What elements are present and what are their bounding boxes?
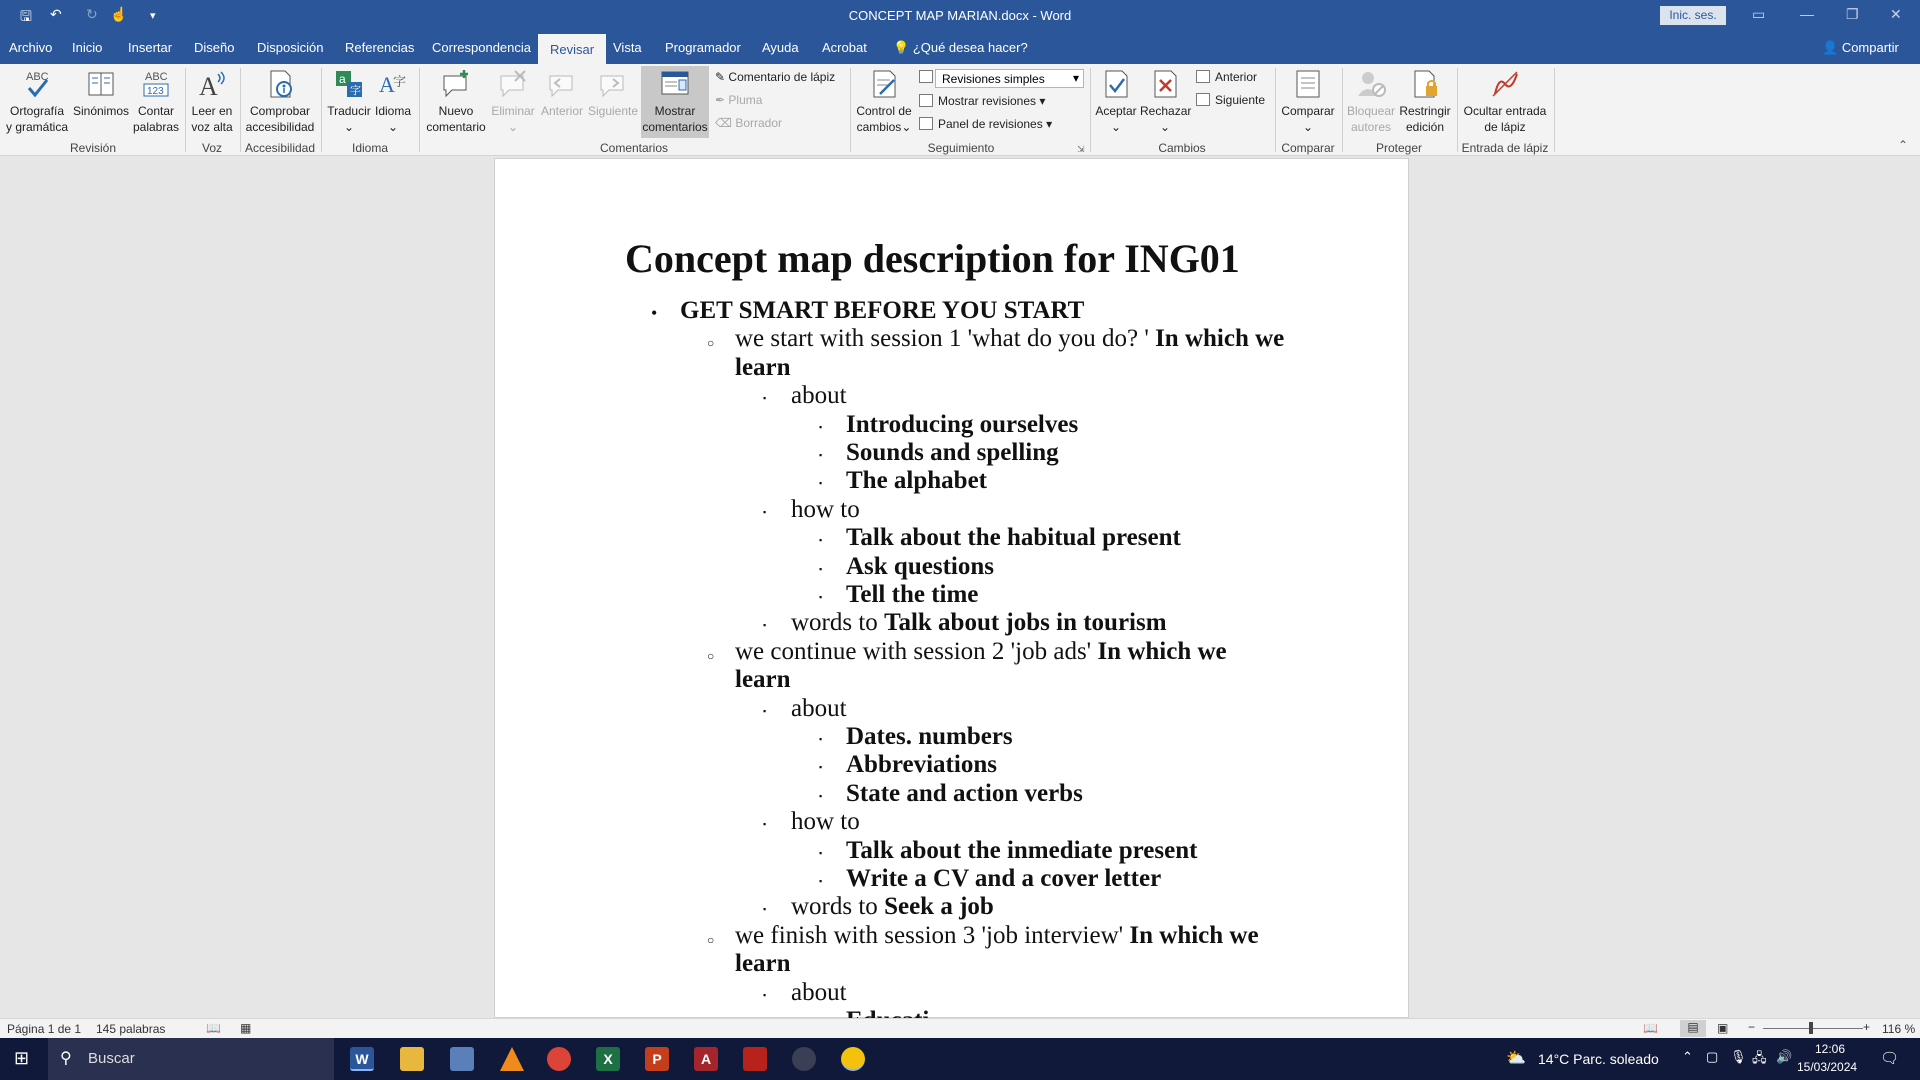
delete-dropdown-icon: ⌄ — [507, 120, 519, 134]
track-changes-button[interactable] — [854, 68, 914, 135]
bold-text: In which we — [1097, 637, 1227, 665]
language-icon — [377, 68, 409, 100]
new-comment-icon — [440, 68, 472, 100]
pencil-comment-button[interactable] — [715, 70, 835, 84]
reviewing-pane-icon — [919, 117, 933, 130]
list-item[interactable] — [846, 780, 1083, 808]
document-title: Concept map description for ING01 — [625, 236, 1240, 281]
group-separator — [1342, 68, 1343, 152]
group-separator — [1554, 68, 1555, 152]
spelling-label-2: y gramática — [5, 120, 69, 134]
track-changes-label-1: Control de — [856, 104, 912, 118]
list-item[interactable] — [791, 979, 847, 1007]
bold-text: Seek a job — [884, 893, 994, 921]
list-item[interactable] — [846, 581, 978, 609]
list-item[interactable] — [735, 354, 791, 382]
translate-icon — [333, 68, 365, 100]
list-text: about — [791, 382, 847, 410]
delete-comment-button[interactable] — [489, 68, 537, 135]
chrome-icon[interactable] — [547, 1047, 571, 1071]
new-comment-label-1: Nuevo — [438, 104, 474, 118]
group-separator — [185, 68, 186, 152]
list-item[interactable] — [735, 666, 791, 694]
bold-text: learn — [735, 666, 791, 694]
macro-recording-icon[interactable]: ▦ — [240, 1021, 252, 1035]
ribbon-display-icon[interactable]: ▭ — [1752, 6, 1766, 22]
restrict-editing-button[interactable] — [1398, 68, 1452, 135]
list-item[interactable] — [846, 865, 1161, 893]
bold-text: In which we — [1155, 325, 1285, 353]
tab-vista[interactable]: Vista — [613, 40, 642, 55]
tab-acrobat[interactable]: Acrobat — [822, 40, 867, 55]
weather-text[interactable]: 14°C Parc. soleado — [1538, 1051, 1659, 1067]
svg-text:ABC: ABC — [26, 71, 49, 83]
lightbulb-icon: 💡 — [893, 40, 910, 55]
group-label-changes: Cambios — [1158, 141, 1206, 155]
ribbon — [0, 64, 1920, 156]
tab-ayuda[interactable]: Ayuda — [762, 40, 799, 55]
list-text: how to — [791, 808, 860, 836]
bold-text: The alphabet — [846, 467, 988, 495]
reviewing-pane-label: Panel de revisiones — [938, 117, 1043, 131]
bold-text: Write a CV and a cover letter — [846, 865, 1162, 892]
check-accessibility-button[interactable] — [244, 68, 316, 135]
compare-icon — [1292, 68, 1324, 100]
list-item[interactable] — [846, 723, 1013, 751]
svg-text:字: 字 — [350, 85, 361, 97]
taskbar — [0, 1038, 1920, 1080]
minimize-icon[interactable]: — — [1800, 6, 1814, 22]
zoom-slider[interactable] — [1763, 1028, 1863, 1029]
previous-change-label: Anterior — [1215, 70, 1258, 84]
bullet-marker: ▪ — [819, 876, 823, 886]
share-button[interactable] — [1822, 40, 1899, 56]
display-for-review-value: Revisiones simples — [942, 72, 1045, 86]
reject-button[interactable] — [1140, 68, 1190, 135]
group-separator — [321, 68, 322, 152]
accept-button[interactable] — [1094, 68, 1138, 135]
reject-label: Rechazar — [1140, 104, 1192, 118]
group-separator — [1090, 68, 1091, 152]
clock-time[interactable]: 12:06 — [1814, 1042, 1846, 1056]
bold-text: Talk about the habitual present — [846, 524, 1181, 552]
reject-icon — [1149, 68, 1181, 100]
previous-comment-icon — [546, 68, 578, 100]
list-item[interactable] — [735, 325, 1284, 353]
group-label-language: Idioma — [351, 141, 389, 155]
zoom-in-icon[interactable]: + — [1863, 1020, 1871, 1034]
group-separator — [850, 68, 851, 152]
list-item[interactable] — [791, 695, 847, 723]
delete-comment-label: Eliminar — [491, 104, 535, 118]
block-authors-label-2: autores — [1350, 120, 1392, 134]
tab-disposicion[interactable]: Disposición — [257, 40, 324, 55]
show-markup-icon — [919, 94, 933, 107]
block-authors-button[interactable] — [1346, 68, 1396, 135]
weather-icon[interactable]: ⛅ — [1506, 1050, 1526, 1067]
hide-ink-label-1: Ocultar entrada — [1463, 104, 1547, 118]
meet-now-icon[interactable]: ▢ — [1706, 1049, 1719, 1064]
sign-in-button[interactable]: Inic. ses. — [1660, 6, 1726, 25]
list-item[interactable] — [846, 411, 1078, 439]
document-page[interactable] — [494, 158, 1409, 1018]
list-item[interactable] — [735, 950, 791, 978]
thesaurus-book-icon — [85, 68, 117, 100]
next-change-button[interactable] — [1196, 93, 1265, 107]
bold-text: Sounds and spelling — [846, 439, 1059, 466]
display-for-review-select[interactable] — [935, 69, 1084, 88]
close-icon[interactable]: ✕ — [1890, 6, 1902, 22]
accept-icon — [1100, 68, 1132, 100]
excel-app-icon[interactable]: X — [596, 1047, 620, 1071]
word-app-icon[interactable]: W — [350, 1047, 374, 1071]
list-item[interactable] — [735, 638, 1227, 666]
list-text: we continue with session 2 'job ads' — [735, 637, 1098, 665]
word-count-icon — [140, 68, 172, 100]
bullet-marker: ▪ — [763, 904, 767, 915]
tab-referencias[interactable]: Referencias — [345, 40, 415, 55]
bullet-marker: ○ — [707, 648, 715, 663]
bullet-marker: ▪ — [763, 989, 767, 1000]
web-layout-icon[interactable]: ▣ — [1717, 1021, 1729, 1035]
network-icon[interactable]: 🖧 — [1752, 1050, 1767, 1065]
access-app-icon[interactable]: A — [694, 1047, 718, 1071]
next-comment-label: Siguiente — [587, 104, 639, 118]
restrict-editing-label-1: Restringir — [1399, 104, 1451, 118]
show-comments-label-2: comentarios — [642, 120, 708, 134]
spelling-grammar-button[interactable] — [4, 68, 70, 135]
svg-text:a: a — [339, 72, 346, 86]
bullet-marker: ▪ — [763, 620, 767, 631]
list-text: we finish with session 3 'job interview' — [735, 921, 1130, 949]
list-item[interactable] — [791, 496, 860, 524]
accept-label: Aceptar — [1095, 104, 1137, 118]
list-item[interactable] — [846, 524, 1181, 552]
show-markup-label: Mostrar revisiones — [938, 94, 1037, 108]
red-app-icon[interactable] — [743, 1047, 767, 1071]
bold-text: learn — [735, 950, 791, 978]
synonyms-label: Sinónimos — [72, 104, 130, 118]
bold-text: Talk about jobs in tourism — [884, 609, 1167, 637]
taskbar-search-box[interactable] — [48, 1038, 334, 1080]
track-changes-dropdown-icon[interactable]: ⌄ — [901, 120, 912, 134]
compare-button[interactable] — [1279, 68, 1337, 135]
language-label: Idioma — [374, 104, 412, 118]
tracking-options-icon[interactable]: ⇲ — [1077, 144, 1085, 154]
block-authors-icon — [1355, 68, 1387, 100]
zoom-out-icon[interactable]: − — [1748, 1020, 1756, 1034]
bullet-marker: ○ — [707, 336, 715, 351]
bullet-marker: ▪ — [763, 705, 767, 716]
taskbar-search-placeholder: Buscar — [88, 1050, 135, 1067]
spelling-check-icon — [21, 68, 53, 100]
tab-insertar[interactable]: Insertar — [128, 40, 173, 55]
bold-text: Abbreviations — [846, 751, 997, 779]
list-text: words to — [791, 609, 885, 637]
eraser-button[interactable] — [715, 116, 782, 130]
show-markup-button[interactable]: Mostrar revisiones ▾ — [919, 94, 1045, 108]
list-item[interactable] — [791, 893, 994, 921]
new-comment-label-2: comentario — [426, 120, 486, 134]
bullet-marker: ▪ — [819, 478, 823, 489]
bold-text: Dates. numbers — [846, 723, 1013, 750]
bullet-marker: ▪ — [819, 421, 823, 432]
tell-me-box[interactable] — [893, 40, 1028, 56]
bullet-marker: ▪ — [819, 762, 823, 773]
word-count-label-2: palabras — [132, 120, 180, 134]
translate-button[interactable] — [326, 68, 372, 135]
next-comment-button[interactable] — [587, 68, 639, 119]
group-label-compare: Comparar — [1281, 141, 1335, 155]
calculator-icon[interactable] — [450, 1047, 474, 1071]
bullet-marker: ▪ — [763, 393, 767, 404]
compare-dropdown-icon[interactable]: ⌄ — [1302, 120, 1314, 134]
tab-revisar[interactable]: Revisar — [538, 34, 606, 64]
redo-icon[interactable]: ↻ — [86, 6, 98, 22]
show-comments-button[interactable] — [641, 66, 709, 138]
svg-text:ABC: ABC — [145, 71, 168, 83]
bullet-marker: ▪ — [819, 535, 823, 546]
maximize-icon[interactable]: ❐ — [1846, 6, 1859, 22]
list-text: we start with session 1 'what do you do? ' — [735, 325, 1156, 353]
show-comments-label-1: Mostrar — [654, 104, 696, 118]
bullet-marker: ○ — [707, 932, 715, 947]
bullet-marker: ▪ — [819, 847, 823, 858]
next-change-label: Siguiente — [1215, 93, 1266, 107]
person-icon: 👤 — [1822, 40, 1839, 55]
bullet-marker: ▪ — [819, 734, 823, 744]
eraser-icon: ⌫ — [715, 116, 732, 130]
svg-text:字: 字 — [393, 74, 407, 89]
chrome-icon[interactable] — [841, 1047, 865, 1071]
group-label-ink: Entrada de lápiz — [1461, 141, 1549, 155]
word-count[interactable]: 145 palabras — [96, 1022, 166, 1036]
window-title: CONCEPT MAP MARIAN.docx - Word — [848, 8, 1072, 23]
pen-icon: ✒ — [715, 93, 726, 107]
volume-icon[interactable]: 🔊 — [1776, 1049, 1793, 1064]
undo-icon[interactable]: ↶ — [50, 6, 62, 22]
list-item[interactable] — [791, 609, 1167, 637]
tab-archivo[interactable]: Archivo — [9, 40, 53, 55]
read-aloud-label-1: Leer en — [191, 104, 233, 118]
synonyms-button[interactable] — [72, 68, 130, 119]
pencil-comment-icon: ✎ — [715, 70, 726, 84]
spelling-label-1: Ortografía — [9, 104, 65, 118]
file-explorer-icon[interactable] — [400, 1047, 424, 1071]
touch-mode-icon[interactable]: ☝ — [110, 6, 128, 22]
eraser-label: Borrador — [735, 116, 782, 130]
group-separator — [1275, 68, 1276, 152]
compare-label: Comparar — [1281, 104, 1335, 118]
reviewing-pane-button[interactable]: Panel de revisiones ▾ — [919, 117, 1052, 131]
accept-dropdown-icon[interactable]: ⌄ — [1110, 120, 1122, 134]
tell-me-label: ¿Qué desea hacer? — [912, 40, 1028, 55]
accessibility-label-2: accesibilidad — [245, 120, 315, 134]
list-text: how to — [791, 495, 860, 523]
bold-text: In which we — [1129, 921, 1259, 949]
restrict-editing-label-2: edición — [1405, 120, 1445, 134]
screen-recorder-icon[interactable] — [792, 1047, 816, 1071]
delete-comment-icon — [497, 68, 529, 100]
previous-comment-button[interactable] — [537, 68, 587, 119]
list-item[interactable] — [846, 439, 1059, 467]
new-comment-button[interactable] — [425, 68, 487, 135]
powerpoint-app-icon[interactable]: P — [645, 1047, 669, 1071]
bullet-marker: ▪ — [819, 563, 823, 574]
read-aloud-icon — [196, 68, 228, 100]
search-icon: ⚲ — [60, 1050, 72, 1067]
notifications-icon[interactable]: 🗨 — [1880, 1050, 1900, 1067]
pencil-comment-label: Comentario de lápiz — [728, 70, 836, 84]
hide-ink-icon — [1489, 68, 1521, 100]
pen-label: Pluma — [728, 93, 763, 107]
document-canvas — [0, 156, 1920, 1018]
vlc-icon[interactable] — [500, 1047, 524, 1071]
list-text: about — [791, 694, 847, 722]
accessibility-label-1: Comprobar — [249, 104, 311, 118]
language-button[interactable] — [372, 68, 414, 135]
track-changes-icon — [868, 68, 900, 100]
previous-change-button[interactable] — [1196, 70, 1257, 84]
svg-text:A: A — [199, 72, 218, 101]
translate-label: Traducir — [327, 104, 371, 118]
language-dropdown-icon[interactable]: ⌄ — [387, 120, 399, 134]
list-item[interactable] — [791, 808, 860, 836]
group-label-accessibility: Accesibilidad — [244, 141, 316, 155]
hide-ink-label-2: de lápiz — [1484, 120, 1526, 134]
bold-text: Tell the time — [846, 581, 979, 608]
collapse-ribbon-icon[interactable]: ⌃ — [1898, 138, 1909, 152]
svg-text:123: 123 — [147, 86, 164, 97]
bullet-marker: ▪ — [763, 819, 767, 830]
proofing-icon[interactable]: 📖 — [206, 1021, 221, 1035]
group-label-comments: Comentarios — [599, 141, 669, 155]
accessibility-check-icon — [264, 68, 296, 100]
bullet-marker: • — [651, 303, 658, 323]
hide-ink-button[interactable] — [1461, 68, 1549, 135]
translate-dropdown-icon[interactable]: ⌄ — [343, 120, 355, 134]
bold-text: Talk about the inmediate present — [846, 836, 1198, 864]
group-separator — [240, 68, 241, 152]
tab-correspondencia[interactable]: Correspondencia — [432, 40, 532, 55]
ribbon-tabs — [0, 32, 1920, 64]
customize-quick-access-icon[interactable]: ▾ — [150, 10, 156, 22]
group-label-protect: Proteger — [1375, 141, 1423, 155]
restrict-editing-icon — [1409, 68, 1441, 100]
group-label-tracking: Seguimiento — [927, 141, 995, 155]
group-separator — [1457, 68, 1458, 152]
previous-change-icon — [1196, 70, 1210, 83]
save-icon[interactable]: 🖫 — [20, 8, 32, 24]
bullet-marker: ▪ — [819, 450, 823, 460]
chevron-up-icon[interactable]: ⌃ — [1682, 1049, 1693, 1064]
chevron-down-icon: ▾ — [1072, 71, 1079, 85]
clock-date[interactable]: 15/03/2024 — [1797, 1060, 1858, 1074]
list-item[interactable] — [846, 751, 997, 779]
share-label: Compartir — [1841, 40, 1899, 55]
bullet-marker: ▪ — [763, 506, 767, 517]
print-layout-icon[interactable]: ▤ — [1680, 1020, 1706, 1037]
block-authors-label-1: Bloquear — [1346, 104, 1396, 118]
list-text: about — [791, 978, 847, 1006]
pen-button[interactable] — [715, 93, 762, 107]
bullet-marker: ▪ — [819, 790, 823, 801]
list-item[interactable] — [846, 467, 987, 495]
svg-text:A: A — [379, 72, 395, 97]
list-item[interactable] — [791, 382, 847, 410]
bold-text: learn — [735, 353, 791, 381]
status-bar — [0, 1018, 1920, 1038]
windows-start-icon[interactable]: ⊞ — [14, 1048, 30, 1068]
show-comments-icon — [659, 68, 691, 100]
read-aloud-label-2: voz alta — [191, 120, 233, 134]
zoom-slider-thumb[interactable] — [1809, 1022, 1813, 1034]
list-item[interactable] — [846, 553, 994, 581]
bold-text: State and action verbs — [846, 779, 1083, 807]
bullet-marker: ▪ — [819, 592, 823, 602]
page-counter[interactable]: Página 1 de 1 — [7, 1022, 82, 1036]
word-count-button[interactable] — [132, 68, 180, 135]
bold-text: Ask questions — [846, 552, 994, 580]
tab-programador[interactable]: Programador — [665, 40, 741, 55]
list-text: words to — [791, 893, 885, 921]
previous-comment-label: Anterior — [540, 104, 584, 118]
microphone-icon[interactable]: 🎙 — [1730, 1049, 1747, 1064]
bold-text: Introducing ourselves — [846, 410, 1079, 438]
reject-dropdown-icon[interactable]: ⌄ — [1159, 120, 1171, 134]
title-bar — [0, 0, 1920, 32]
group-separator — [419, 68, 420, 152]
group-label-voice: Voz — [201, 141, 222, 155]
word-count-label-1: Contar — [137, 104, 175, 118]
zoom-level[interactable]: 116 % — [1882, 1022, 1916, 1036]
list-item[interactable] — [735, 922, 1259, 950]
list-item[interactable] — [680, 297, 1084, 325]
bold-text: GET SMART BEFORE YOU START — [680, 297, 1085, 324]
tab-inicio[interactable]: Inicio — [72, 40, 103, 55]
tab-diseno[interactable]: Diseño — [194, 40, 235, 55]
group-label-revision: Revisión — [69, 141, 117, 155]
next-change-icon — [1196, 93, 1210, 106]
next-comment-icon — [597, 68, 629, 100]
read-aloud-button[interactable] — [189, 68, 235, 135]
track-changes-label-2: cambios — [856, 120, 902, 134]
list-item[interactable] — [846, 837, 1197, 865]
read-mode-icon[interactable]: 📖 — [1643, 1021, 1658, 1035]
